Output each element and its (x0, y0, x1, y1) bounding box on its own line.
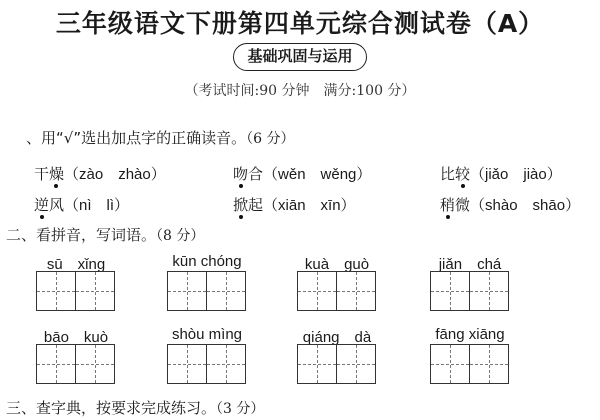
writing-boxes[interactable] (167, 344, 246, 384)
question-1-label: 、用“√”选出加点字的正确读音。 (26, 129, 247, 147)
pinyin-prompt: sū xǐng (46, 256, 106, 273)
q1-pinyin: （zào zhào） (64, 166, 166, 183)
writing-cell[interactable] (430, 344, 470, 384)
emphasis-dot (54, 184, 58, 188)
writing-boxes[interactable] (297, 271, 376, 311)
writing-boxes[interactable] (430, 344, 509, 384)
q1-item (440, 194, 580, 215)
writing-cell[interactable] (430, 271, 470, 311)
emphasis-dot (40, 215, 44, 219)
question-2-label: 二、看拼音，写词语。 (6, 226, 157, 244)
question-1-heading (26, 127, 294, 148)
q1-pinyin: （xiān xīn） (263, 197, 356, 214)
writing-cell[interactable] (297, 271, 337, 311)
q1-word: 稍微 (440, 196, 471, 214)
writing-cell[interactable] (36, 271, 76, 311)
pinyin-prompt: kuà guò (304, 256, 370, 273)
writing-cell[interactable] (75, 344, 115, 384)
writing-boxes[interactable] (297, 344, 376, 384)
pinyin-prompt: jiǎn chá (438, 256, 502, 273)
exam-info: （考试时间:90 分钟 满分:100 分） (184, 83, 416, 99)
q1-word: 干燥 (34, 165, 65, 183)
q1-pinyin: （nì lì） (64, 197, 130, 214)
writing-cell[interactable] (167, 344, 207, 384)
q1-item (233, 163, 371, 184)
writing-boxes[interactable] (36, 271, 115, 311)
writing-boxes[interactable] (430, 271, 509, 311)
writing-cell[interactable] (206, 344, 246, 384)
question-2-score: （8 分） (156, 228, 205, 244)
q1-word: 掀起 (233, 196, 264, 214)
writing-cell[interactable] (469, 344, 509, 384)
question-3-label: 三、查字典，按要求完成练习。 (6, 399, 217, 417)
pinyin-prompt: kūn chóng (172, 253, 242, 270)
q1-item (440, 163, 562, 184)
writing-cell[interactable] (36, 344, 76, 384)
question-1-score: （6 分） (246, 131, 295, 147)
q1-item (34, 163, 166, 184)
writing-cell[interactable] (469, 271, 509, 311)
q1-word: 吻合 (233, 165, 264, 183)
writing-boxes[interactable] (36, 344, 115, 384)
pinyin-prompt: fāng xiāng (435, 326, 505, 343)
exam-title: 三年级语文下册第四单元综合测试卷（A） (55, 9, 545, 38)
question-3-heading (6, 397, 264, 418)
writing-cell[interactable] (75, 271, 115, 311)
question-2-heading (6, 224, 204, 245)
emphasis-dot (446, 215, 450, 219)
emphasis-dot (239, 215, 243, 219)
q1-pinyin: （shào shāo） (470, 197, 581, 214)
section-subtitle: 基础巩固与运用 (233, 43, 367, 71)
q1-word: 逆风 (34, 196, 65, 214)
writing-boxes[interactable] (167, 271, 246, 311)
pinyin-prompt: bāo kuò (43, 329, 109, 346)
q1-item (233, 194, 356, 215)
q1-pinyin: （jiǎo jiào） (470, 166, 562, 183)
writing-cell[interactable] (336, 271, 376, 311)
pinyin-prompt: shòu mìng (171, 326, 243, 343)
pinyin-prompt: qiáng dà (302, 329, 372, 346)
emphasis-dot (461, 184, 465, 188)
q1-item (34, 194, 129, 215)
question-3-score: （3 分） (216, 401, 265, 417)
writing-cell[interactable] (297, 344, 337, 384)
emphasis-dot (239, 184, 243, 188)
writing-cell[interactable] (206, 271, 246, 311)
writing-cell[interactable] (336, 344, 376, 384)
q1-word: 比较 (440, 165, 471, 183)
writing-cell[interactable] (167, 271, 207, 311)
q1-pinyin: （wěn wěng） (263, 166, 372, 183)
